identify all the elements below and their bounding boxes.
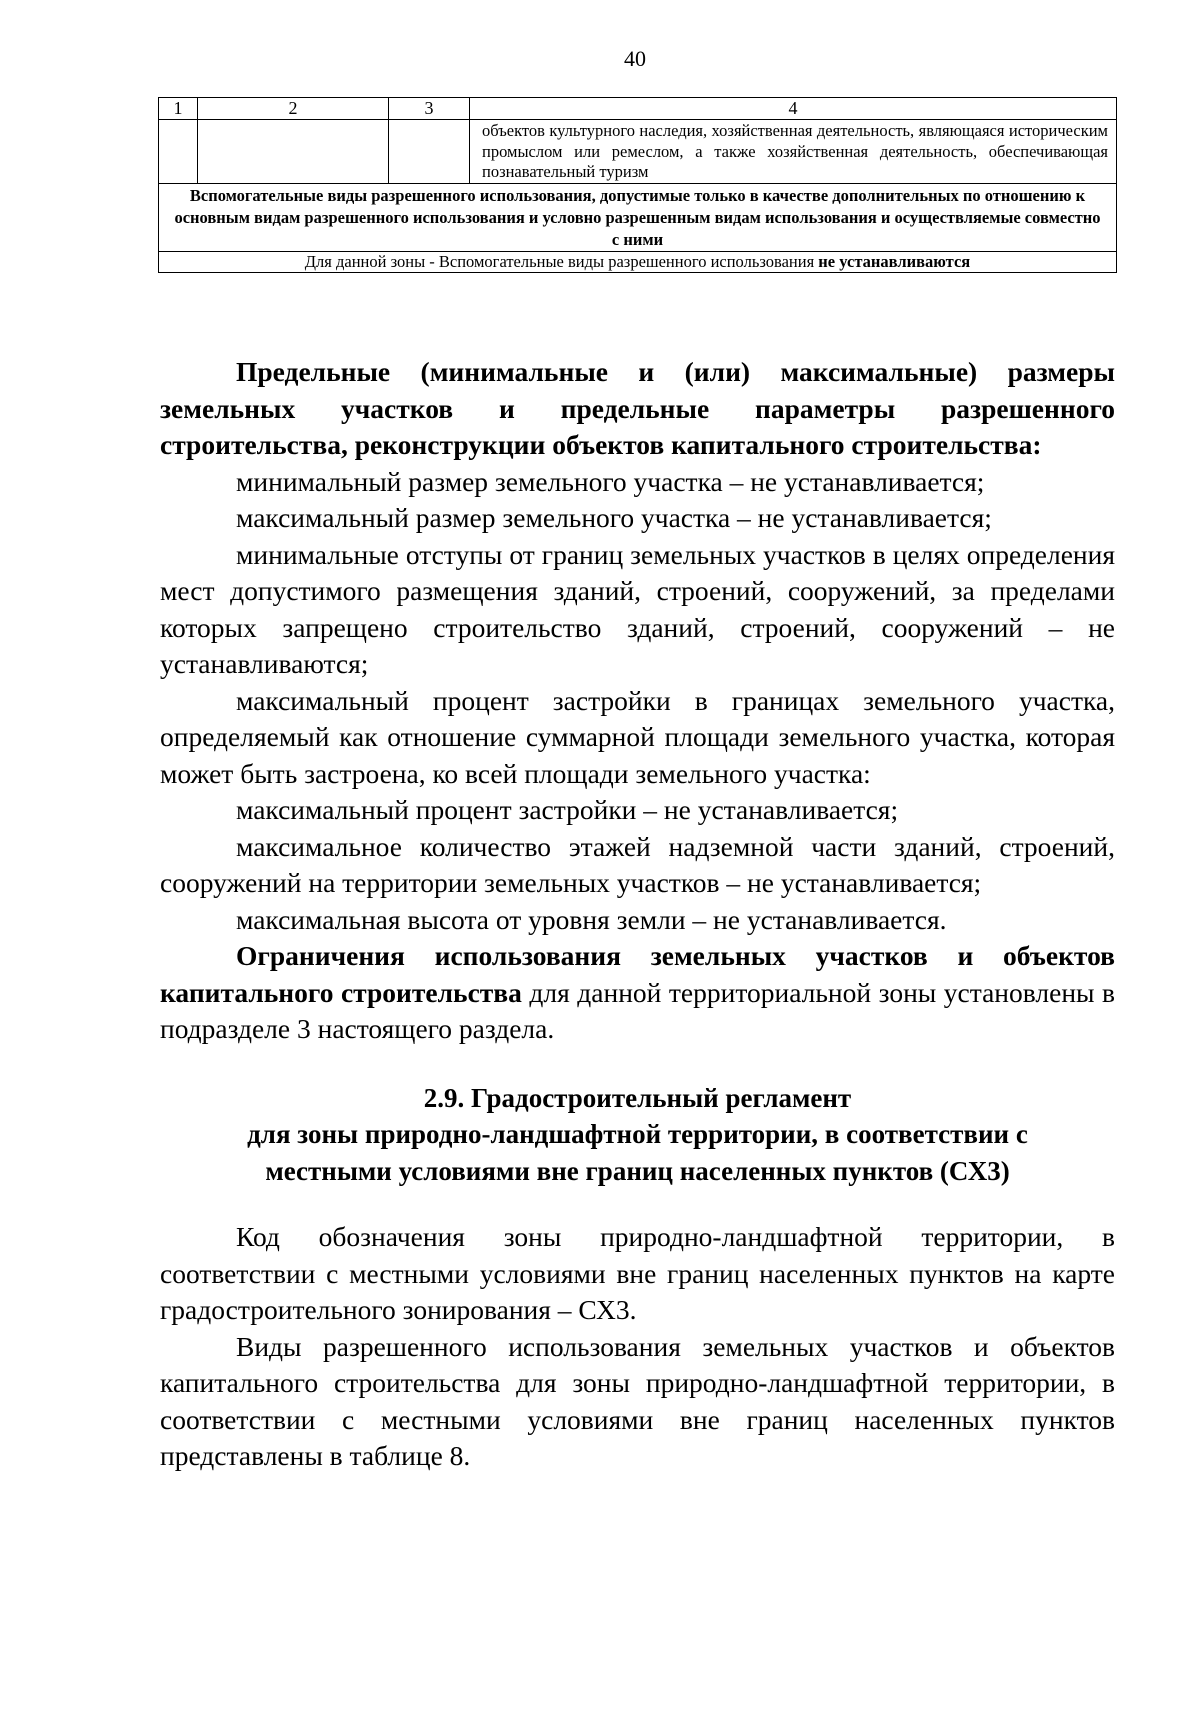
table-header-row — [159, 98, 1117, 120]
limits-item: максимальное количество этажей надземной части зданий, строений, сооружений на территории земельных участков – не устанавливается; — [160, 830, 1115, 898]
table-row-aux-heading — [159, 183, 1117, 251]
aux-uses-note-text: Для данной зоны - Вспомогательные виды разрешенного использования — [304, 251, 819, 271]
table-cell-empty — [198, 120, 389, 184]
table-col-number-1: 1 — [159, 98, 198, 120]
table-row-aux-note — [159, 251, 1117, 272]
table-col-number-2: 2 — [198, 98, 389, 120]
restrictions-text: для данной территориальной зоны установлены в подразделе 3 настоящего раздела. — [160, 976, 1116, 1044]
aux-uses-note — [159, 251, 1117, 272]
limits-item: максимальный процент застройки – не устанавливается; — [236, 794, 899, 825]
limits-item: минимальные отступы от границ земельных участков в целях определения мест допустимого размещения зданий, строений, сооружений, за пределами которых запрещено строительство зданий, строений, сооружений – не устанавливаются; — [160, 538, 1115, 679]
limits-item: максимальная высота от уровня земли – не устанавливается. — [236, 903, 947, 935]
permitted-use-table-continuation — [158, 97, 1117, 273]
limits-item: минимальный размер земельного участка – не устанавливается; — [236, 465, 985, 497]
limits-item: максимальный размер земельного участка – не устанавливается; — [236, 502, 992, 533]
aux-uses-heading: Вспомогательные виды разрешенного использования, допустимые только в качестве дополнительных по отношению к основным видам разрешенного использования и условно разрешенным видам использования и осуществляемые совместно с ними — [159, 183, 1117, 251]
table-cell-description: объектов культурного наследия, хозяйственная деятельность, являющаяся историческим промыслом или ремеслом, а также хозяйственная деятельность, обеспечивающая познавательный туризм — [470, 120, 1117, 184]
table-cell-empty — [389, 120, 470, 184]
aux-uses-note-bold: не устанавливаются — [818, 251, 971, 271]
section-title-line: 2.9. Градостроительный регламент — [423, 1082, 852, 1113]
page-body — [160, 354, 1115, 1475]
table-col-number-4: 4 — [470, 98, 1117, 120]
zone-code-paragraph: Код обозначения зоны природно-ландшафтной территории, в соответствии с местными условиями вне границ населенных пунктов на карте градостроительного зонирования – СХ3. — [160, 1221, 1115, 1325]
restrictions-bold: Ограничения использования земельных участков и объектов капитального строительства — [160, 940, 1115, 1008]
section-title-line: для зоны природно-ландшафтной территории, в соответствии с — [247, 1119, 1028, 1149]
limits-item: максимальный процент застройки в границах земельного участка, определяемый как отношение суммарной площади земельного участка, которая может быть застроена, ко всей площади земельного участка: — [160, 684, 1115, 789]
page-number: 40 — [624, 46, 646, 71]
table-cell-empty — [159, 120, 198, 184]
table-row — [159, 120, 1117, 184]
permitted-types-paragraph: Виды разрешенного использования земельных участков и объектов капитального строительства для зоны природно-ландшафтной территории, в соответствии с местными условиями вне границ населенных пунктов представлены в таблице 8. — [160, 1330, 1115, 1471]
table-col-number-3: 3 — [389, 98, 470, 120]
section-heading — [160, 1080, 1115, 1190]
restrictions-paragraph — [160, 938, 1115, 1048]
limits-heading: Предельные (минимальные и (или) максимальные) размеры земельных участков и предельные параметры разрешенного строительства, реконструкции объектов капитального строительства: — [160, 356, 1115, 460]
section-title-line: местными условиями вне границ населенных пунктов (СХ3) — [265, 1155, 1010, 1186]
